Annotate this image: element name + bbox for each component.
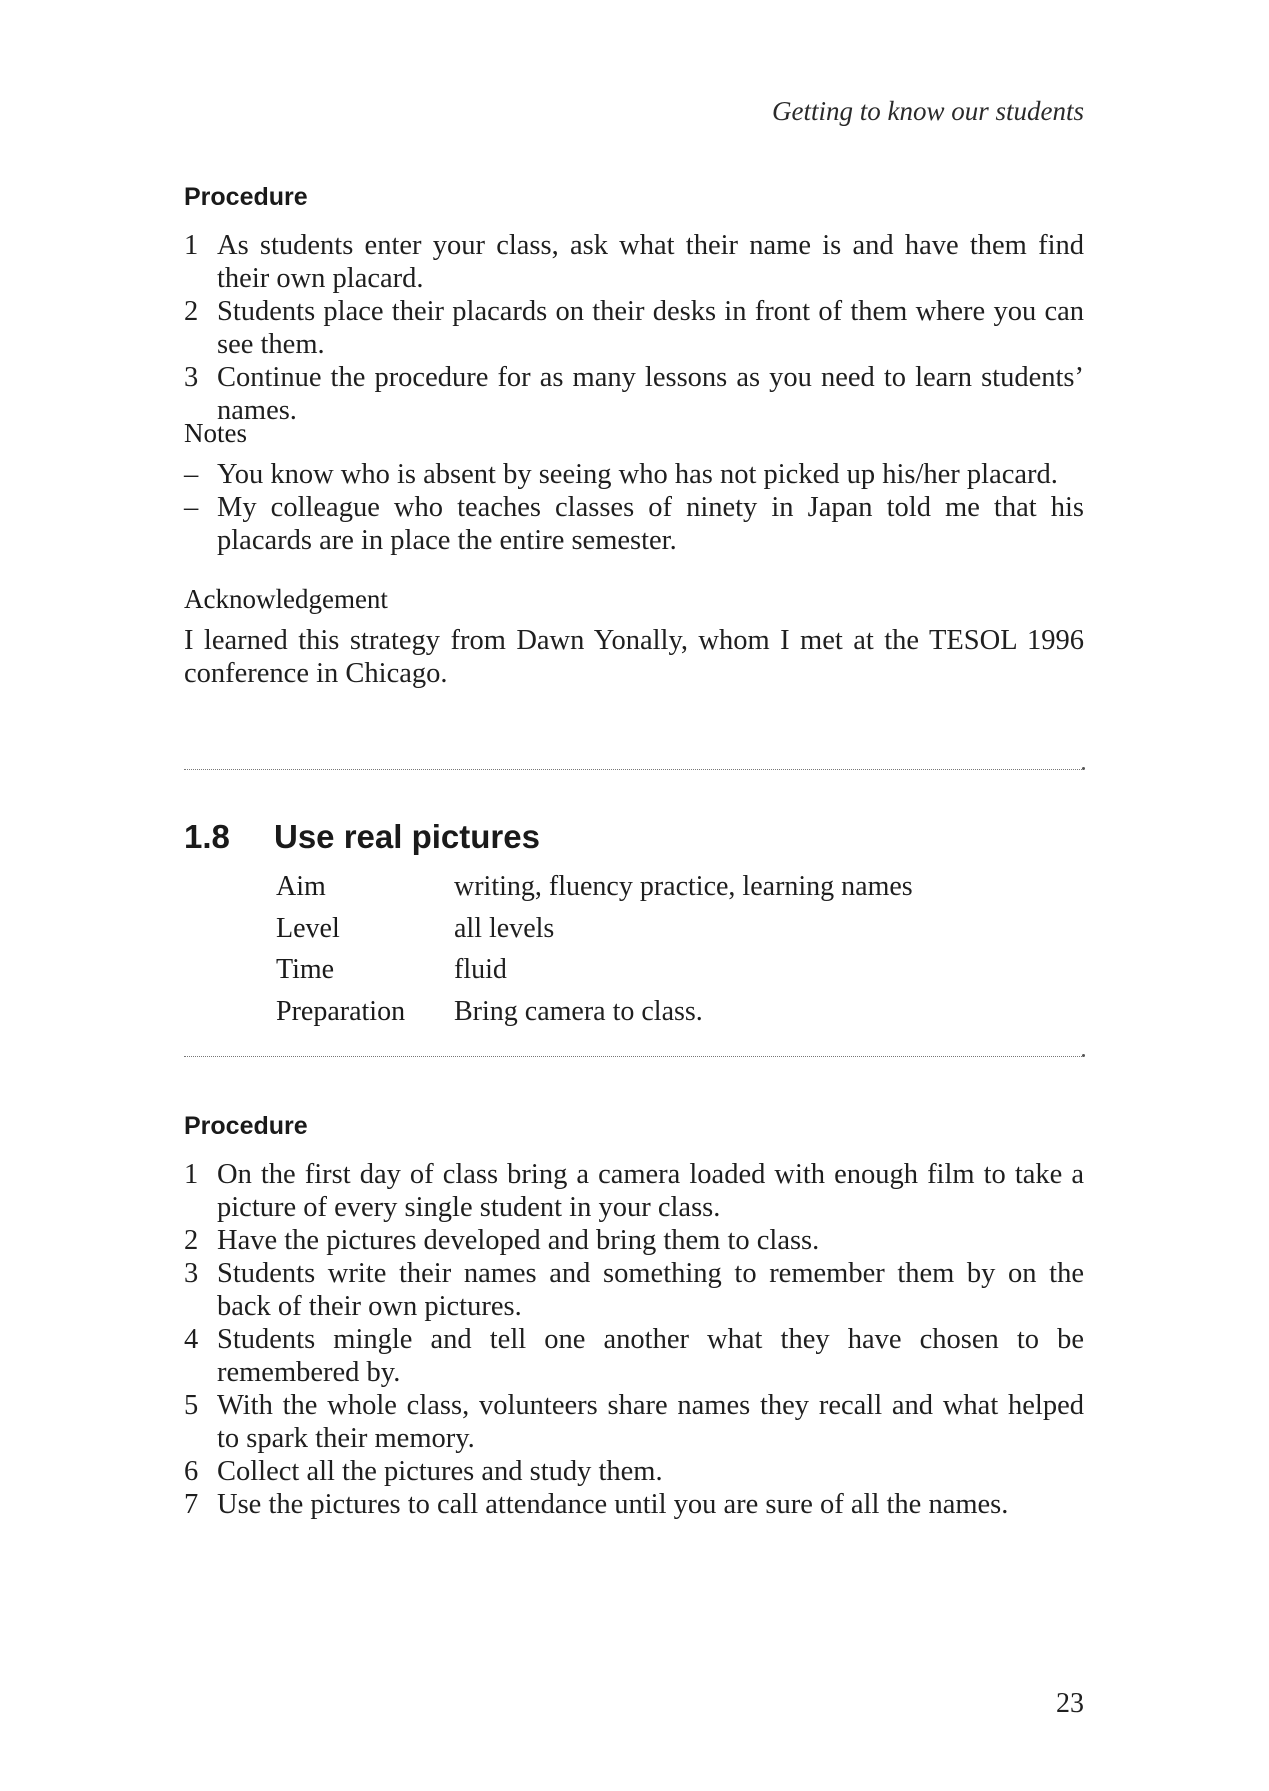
step-number: 5 (184, 1390, 199, 1421)
step-number: 3 (184, 1258, 199, 1289)
procedure-heading: Procedure (184, 1112, 308, 1140)
step-text: Have the pictures developed and bring them to class. (217, 1225, 820, 1256)
step-text: On the first day of class bring a camera loaded with enough film to take a picture of every single student in your class. (217, 1159, 1084, 1223)
step-text: As students enter your class, ask what their name is and have them find their own placard. (217, 230, 1084, 294)
procedure-step (184, 229, 1084, 295)
info-value: all levels (454, 912, 555, 944)
section-title (184, 818, 540, 856)
activity-info-table (276, 871, 913, 1037)
step-text: Continue the procedure for as many lessons as you need to learn students’ names. (217, 362, 1084, 426)
procedure-heading: Procedure (184, 183, 308, 211)
acknowledgement-text: I learned this strategy from Dawn Yonally, whom I met at the TESOL 1996 conference in Chicago. (184, 625, 1084, 689)
section-divider-bottom (184, 1056, 1084, 1057)
info-label: Level (276, 912, 340, 944)
info-row (276, 913, 913, 955)
note-dash: – (184, 459, 199, 490)
step-number: 2 (184, 1225, 199, 1256)
running-head: Getting to know our students (772, 96, 1084, 126)
section-divider-top (184, 769, 1084, 770)
note-text: My colleague who teaches classes of ninety in Japan told me that his placards are in place the entire semester. (217, 492, 1084, 556)
procedure-step (184, 1224, 1084, 1257)
step-number: 3 (184, 362, 199, 393)
procedure-step (184, 1257, 1084, 1323)
info-row (276, 996, 913, 1038)
notes-list (184, 458, 1084, 557)
step-number: 2 (184, 296, 199, 327)
procedure-step (184, 295, 1084, 361)
procedure-list (184, 1158, 1084, 1521)
info-label: Aim (276, 871, 326, 902)
step-text: Students write their names and something to remember them by on the back of their own pictures. (217, 1258, 1084, 1322)
step-text: Students place their placards on their desks in front of them where you can see them. (217, 296, 1084, 360)
note-item (184, 491, 1084, 557)
step-number: 7 (184, 1489, 199, 1520)
section-title-text: Use real pictures (274, 818, 540, 855)
procedure-step (184, 1323, 1084, 1389)
procedure-step (184, 1488, 1084, 1521)
procedure-step (184, 361, 1084, 427)
step-number: 1 (184, 230, 199, 261)
step-text: Students mingle and tell one another what they have chosen to be remembered by. (217, 1324, 1084, 1388)
info-value: fluid (454, 954, 507, 985)
section-number: 1.8 (184, 818, 230, 855)
step-number: 6 (184, 1456, 199, 1487)
note-dash: – (184, 492, 199, 523)
step-number: 1 (184, 1159, 199, 1190)
info-value: writing, fluency practice, learning names (454, 871, 913, 902)
page-number: 23 (1056, 1688, 1084, 1719)
info-label: Time (276, 954, 335, 985)
step-text: Collect all the pictures and study them. (217, 1456, 663, 1487)
step-text: With the whole class, volunteers share names they recall and what helped to spark their memory. (217, 1390, 1084, 1454)
notes-heading: Notes (184, 418, 247, 448)
acknowledgement-heading: Acknowledgement (184, 584, 388, 614)
info-row (276, 954, 913, 996)
note-text: You know who is absent by seeing who has not picked up his/her placard. (217, 459, 1058, 490)
info-label: Preparation (276, 995, 406, 1027)
procedure-step (184, 1158, 1084, 1224)
note-item (184, 458, 1084, 491)
info-value: Bring camera to class. (454, 995, 703, 1027)
procedure-list (184, 229, 1084, 427)
step-text: Use the pictures to call attendance until you are sure of all the names. (217, 1489, 1009, 1520)
procedure-step (184, 1455, 1084, 1488)
info-row (276, 871, 913, 913)
step-number: 4 (184, 1324, 199, 1355)
procedure-step (184, 1389, 1084, 1455)
